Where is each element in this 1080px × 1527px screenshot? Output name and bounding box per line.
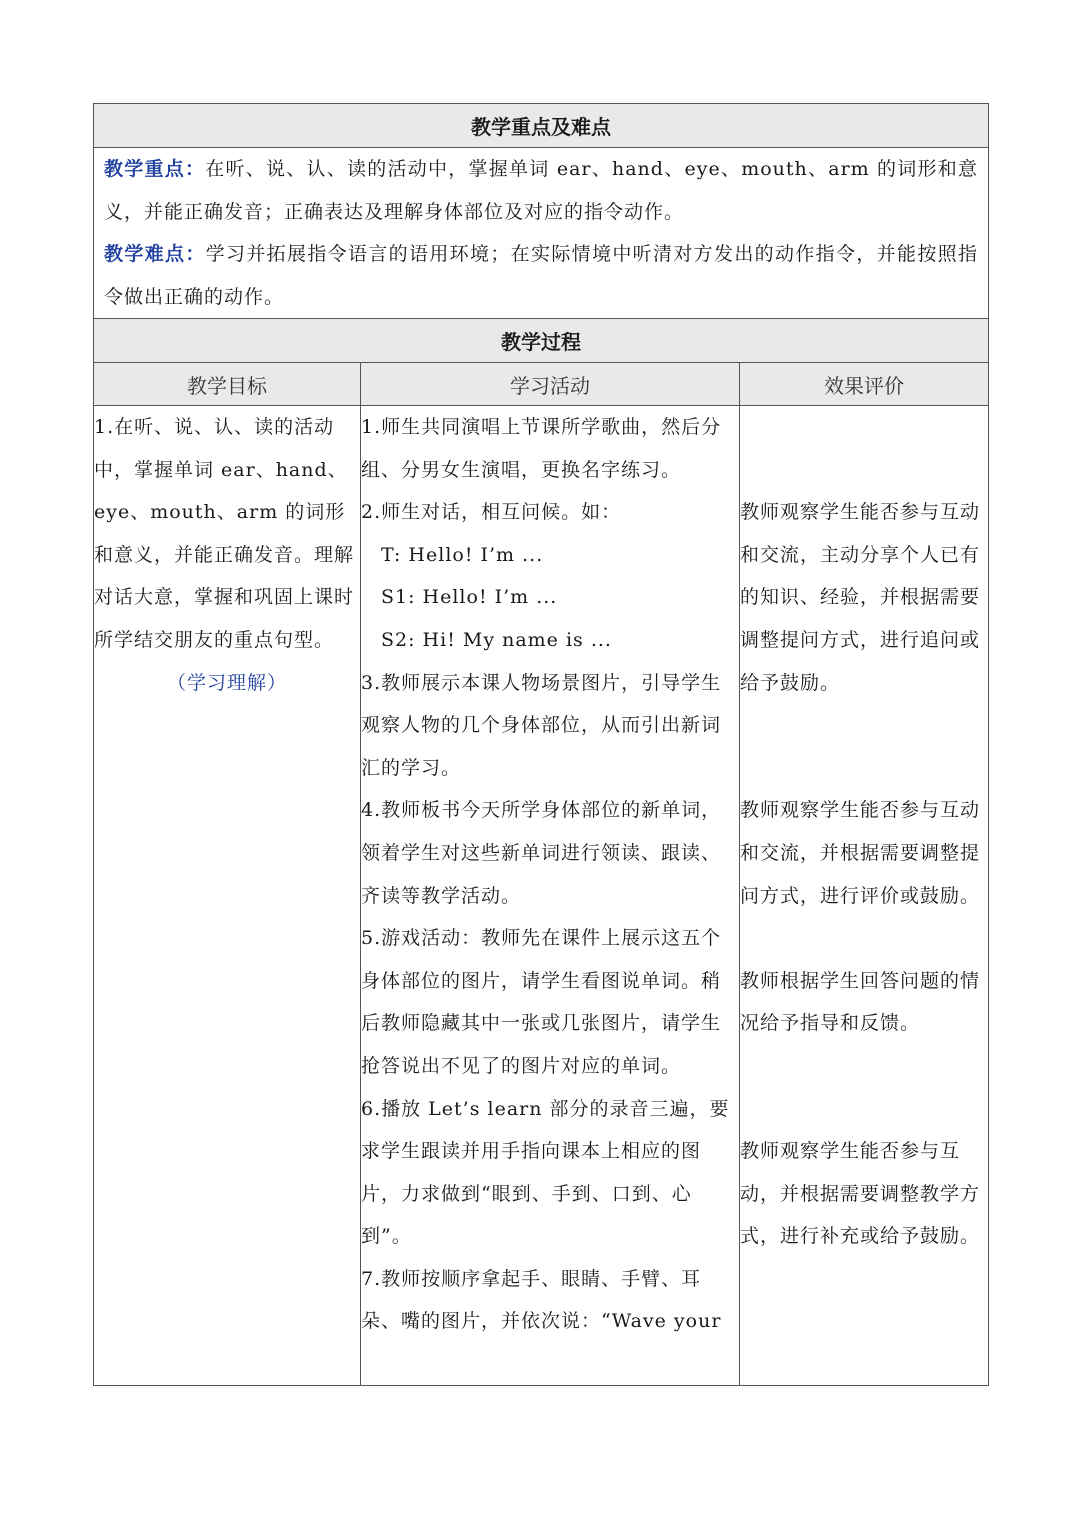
activity-cell <box>361 406 740 1386</box>
activity-5: 5.游戏活动：教师先在课件上展示这五个身体部位的图片，请学生看图说单词。稍后教师隐藏其中一张或几张图片，请学生抢答说出不见了的图片对应的单词。 <box>361 927 722 1077</box>
column-header-evaluation: 效果评价 <box>740 363 989 406</box>
activity-6: 6.播放 Let’s learn 部分的录音三遍，要求学生跟读并用手指向课本上相应的图片，力求做到“眼到、手到、口到、心到”。 <box>361 1097 730 1248</box>
difficult-points-label: 教学难点： <box>104 243 206 265</box>
key-difficult-cell <box>94 148 989 319</box>
key-difficult-heading: 教学重点及难点 <box>94 104 989 148</box>
key-points-label: 教学重点： <box>104 158 206 180</box>
evaluation-1: 教师观察学生能否参与互动和交流，主动分享个人已有的知识、经验，并根据需要调整提问方式，进行追问或给予鼓励。 <box>740 501 981 694</box>
goal-cell <box>94 406 361 1386</box>
evaluation-3: 教师根据学生回答问题的情况给予指导和反馈。 <box>740 969 981 1035</box>
key-points-paragraph <box>94 148 988 233</box>
lesson-table <box>93 103 989 1386</box>
difficult-points-paragraph <box>94 233 988 318</box>
key-points-text: 在听、说、认、读的活动中，掌握单词 ear、hand、eye、mouth、arm 的词形和意义，并能正确发音；正确表达及理解身体部位及对应的指令动作。 <box>104 158 978 223</box>
dialog-line-2: S1: Hello! I’m ... <box>381 586 558 609</box>
activity-1: 1.师生共同演唱上节课所学歌曲，然后分组、分男女生演唱，更换名字练习。 <box>361 416 722 481</box>
column-header-activity: 学习活动 <box>361 363 740 406</box>
evaluation-4: 教师观察学生能否参与互动，并根据需要调整教学方式，进行补充或给予鼓励。 <box>740 1140 981 1248</box>
process-heading: 教学过程 <box>94 319 989 363</box>
activity-2: 2.师生对话，相互问候。如： <box>361 501 622 524</box>
dialog-line-1: T: Hello! I’m ... <box>381 543 544 566</box>
activity-3: 3.教师展示本课人物场景图片，引导学生观察人物的几个身体部位，从而引出新词汇的学习。 <box>361 671 722 779</box>
evaluation-2: 教师观察学生能否参与互动和交流，并根据需要调整提问方式，进行评价或鼓励。 <box>740 799 981 907</box>
activity-4: 4.教师板书今天所学身体部位的新单词，领着学生对这些新单词进行领读、跟读、齐读等教学活动。 <box>361 799 722 907</box>
goal-note: （学习理解） <box>166 671 287 694</box>
difficult-points-text: 学习并拓展指令语言的语用环境；在实际情境中听清对方发出的动作指令，并能按照指令做出正确的动作。 <box>104 243 978 308</box>
column-header-goal: 教学目标 <box>94 363 361 406</box>
dialog-line-3: S2: Hi! My name is ... <box>381 628 612 651</box>
activity-7: 7.教师按顺序拿起手、眼睛、手臂、耳朵、嘴的图片，并依次说：“Wave your <box>361 1267 722 1333</box>
goal-text: 1.在听、说、认、读的活动中，掌握单词 ear、hand、eye、mouth、arm 的词形和意义，并能正确发音。理解对话大意，掌握和巩固上课时所学结交朋友的重点句型。 <box>94 416 355 651</box>
evaluation-cell <box>740 406 989 1386</box>
